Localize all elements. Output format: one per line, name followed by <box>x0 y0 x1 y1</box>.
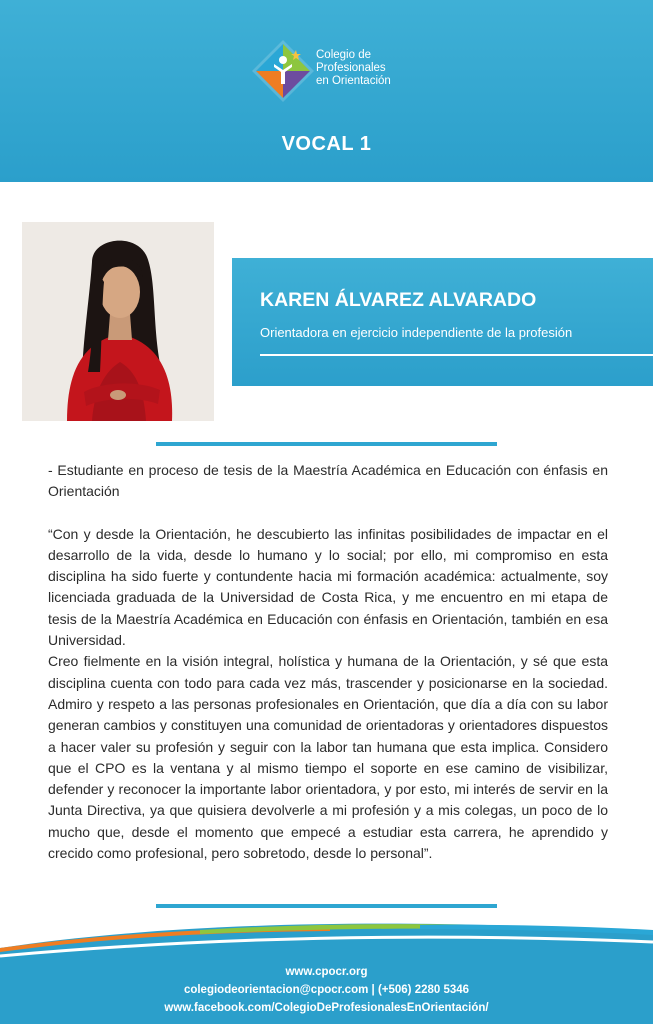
candidate-role: Orientadora en ejercicio independiente de la profesión <box>260 325 573 340</box>
top-divider <box>156 442 497 446</box>
organization-logo <box>252 40 402 102</box>
logo-line-1: Colegio de <box>316 49 371 61</box>
bottom-divider <box>156 904 497 908</box>
bio-paragraph-1: “Con y desde la Orientación, he descubierto las infinitas posibilidades de impactar en el desarrollo de la vida, desde lo humano y lo social; por ello, mi compromiso en esta disciplina ha sido fuerte y contundente hacia mi formación académica: actualmente, soy licenciada graduada de la Universidad de Costa Rica, y me encuentro en mi etapa de tesis de la Maestría Académica en Educación con énfasis en Orientación, también en esa Universidad. <box>48 525 608 649</box>
portrait-image <box>22 222 214 421</box>
logo-line-2: Profesionales <box>316 62 386 74</box>
logo-text <box>316 49 391 88</box>
header-banner <box>0 0 653 182</box>
logo-line-3: en Orientación <box>316 75 391 87</box>
email-phone-line[interactable]: colegiodeorientacion@cpocr.com | (+506) 2280 5346 <box>183 984 470 996</box>
name-banner-rule <box>260 354 653 356</box>
candidate-photo <box>22 222 214 421</box>
candidate-bio <box>48 460 608 864</box>
website-link[interactable]: www.cpocr.org <box>285 966 368 978</box>
study-line: - Estudiante en proceso de tesis de la Maestría Académica en Educación con énfasis en Orientación <box>48 462 608 500</box>
footer-contact <box>0 963 653 1017</box>
position-title: VOCAL 1 <box>281 133 372 155</box>
candidate-name: KAREN ÁLVAREZ ALVARADO <box>260 289 537 311</box>
logo-icon <box>252 40 314 102</box>
facebook-link[interactable]: www.facebook.com/ColegioDeProfesionalesEnOrientación/ <box>164 1002 489 1014</box>
name-banner <box>232 258 653 386</box>
bio-paragraph-2: Creo fielmente en la visión integral, holística y humana de la Orientación, y sé que esta disciplina cuenta con todo para cada vez más, trascender y posicionarse en la sociedad. Admiro y respeto a las personas profesionales en Orientación, que día a día con su labor generan cambios y constituyen una comunidad de orientadoras y orientadores dispuestos a hacer valer su profesión y seguir con la labor tan humana que esta implica. Considero que el CPO es la ventana y al mismo tiempo el soporte en ese camino de visibilizar, defender y reconocer la importante labor orientadora, y por esto, mi interés de servir en la Junta Directiva, ya que quisiera devolverle a mi profesión y a mis colegas, un poco de lo mucho que, desde el momento que empecé a estudiar esta carrera, he aprendido y crecido como profesional, pero sobretodo, desde lo personal”. <box>48 653 608 862</box>
